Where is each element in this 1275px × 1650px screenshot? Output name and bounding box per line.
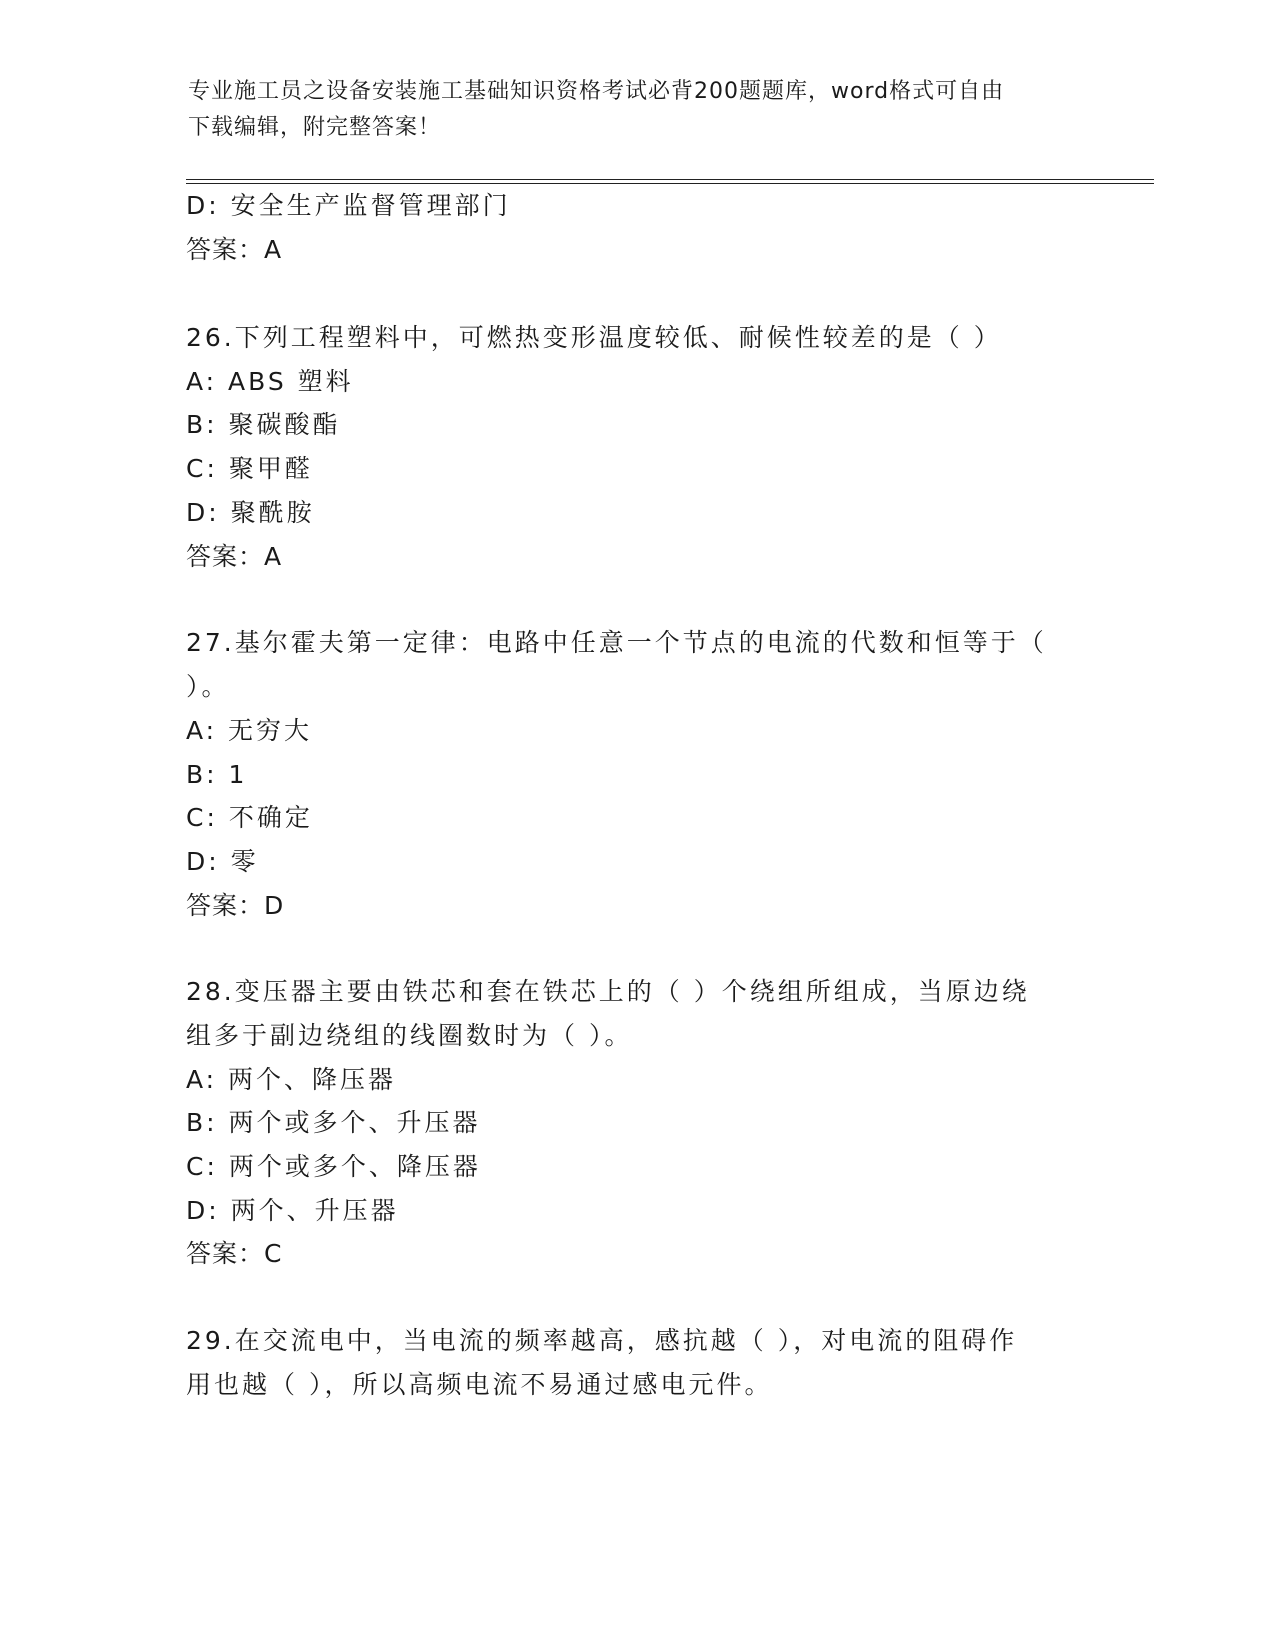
question-stem: 26.下列工程塑料中，可燃热变形温度较低、耐候性较差的是（ ） (186, 323, 1002, 352)
option-d: D: 两个、升压器 (186, 1196, 399, 1225)
header-line-2: 下载编辑，附完整答案！ (188, 115, 442, 140)
answer: 答案：D (186, 891, 285, 920)
answer: 答案：C (186, 1239, 283, 1268)
question-stem-continued: 用也越（ ），所以高频电流不易通过感电元件。 (186, 1370, 773, 1399)
option-b: B: 聚碳酸酯 (186, 410, 341, 439)
question-stem: 27.基尔霍夫第一定律：电路中任意一个节点的电流的代数和恒等于（ (186, 628, 1047, 657)
option-d: D: 零 (186, 847, 259, 876)
document-header (188, 74, 1088, 146)
header-divider-top (186, 179, 1154, 180)
option-a: A: 无穷大 (186, 716, 313, 745)
option-c: C: 两个或多个、降压器 (186, 1152, 481, 1181)
option-d: D: 聚酰胺 (186, 498, 315, 527)
question-stem: 29.在交流电中，当电流的频率越高，感抗越（ ），对电流的阻碍作 (186, 1326, 1018, 1355)
option-d: D: 安全生产监督管理部门 (186, 191, 511, 220)
option-b: B: 1 (186, 760, 248, 789)
question-stem-continued: ）。 (186, 672, 230, 701)
answer: 答案：A (186, 542, 283, 571)
option-a: A: 两个、降压器 (186, 1065, 397, 1094)
header-divider-bottom (186, 183, 1154, 184)
question-stem-continued: 组多于副边绕组的线圈数时为（ ）。 (186, 1021, 633, 1050)
question-stem: 28.变压器主要由铁芯和套在铁芯上的（ ）个绕组所组成，当原边绕 (186, 977, 1030, 1006)
header-line-1: 专业施工员之设备安装施工基础知识资格考试必背200题题库，word格式可自由 (188, 79, 1005, 104)
option-c: C: 不确定 (186, 803, 313, 832)
option-a: A: ABS 塑料 (186, 367, 354, 396)
answer: 答案：A (186, 235, 283, 264)
option-c: C: 聚甲醛 (186, 454, 313, 483)
option-b: B: 两个或多个、升压器 (186, 1108, 481, 1137)
